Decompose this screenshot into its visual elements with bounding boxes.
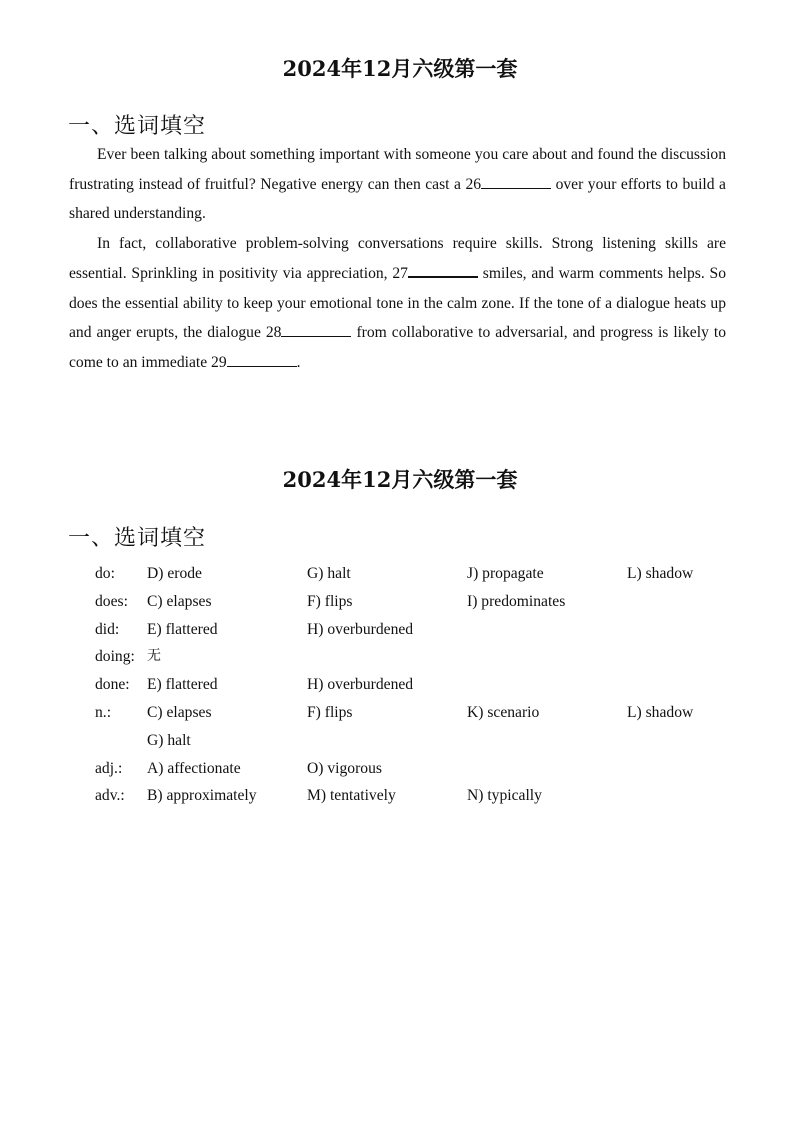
- category-row-noun: [95, 699, 735, 727]
- category-row-done: [95, 671, 735, 699]
- word-option: L) shadow: [627, 703, 694, 721]
- word-option: C) elapses: [147, 703, 212, 721]
- word-option: A) affectionate: [147, 759, 241, 777]
- word-option: N) typically: [467, 787, 542, 805]
- paragraph-text: In fact, collaborative problem-solving conversations require skills. Strong listening skills are essential. Sprinkling in positivity via appreciation, 27: [69, 235, 726, 282]
- word-option: O) vigorous: [307, 759, 382, 777]
- category-label: does:: [95, 592, 128, 610]
- word-option: L) shadow: [627, 565, 694, 582]
- word-option: G) halt: [307, 565, 351, 582]
- word-option: H) overburdened: [307, 620, 414, 638]
- category-row-adv: [95, 782, 735, 810]
- category-label: do:: [95, 565, 115, 582]
- category-label: adj.:: [95, 759, 123, 777]
- word-option: 无: [147, 648, 161, 665]
- word-option: F) flips: [307, 592, 353, 610]
- word-option: G) halt: [147, 731, 191, 749]
- category-label: adv.:: [95, 787, 125, 805]
- word-option: E) flattered: [147, 676, 218, 694]
- section-heading: 一、选词填空: [68, 526, 207, 551]
- category-row-do: [95, 560, 735, 588]
- blank-26: [481, 174, 551, 189]
- paragraph-text: from collaborative to adversarial, and progress is likely to come to an immediate 29: [69, 324, 726, 371]
- blank-27: [408, 262, 478, 278]
- page-title: 2024年12月六级第一套: [282, 467, 518, 492]
- category-label: done:: [95, 676, 130, 694]
- category-row-does: [95, 588, 735, 616]
- paragraph-text: smiles, and warm comments helps. So does the essential ability to keep your emotional tone in the calm zone. If the tone of a dialogue heats up and anger erupts, the dialogue 28: [69, 264, 726, 342]
- word-option: H) overburdened: [307, 676, 414, 694]
- category-row-adj: [95, 755, 735, 783]
- category-label: doing:: [95, 648, 135, 666]
- word-option: J) propagate: [467, 565, 544, 582]
- word-option: M) tentatively: [307, 787, 396, 805]
- category-row-did: [95, 616, 735, 644]
- category-label: n.:: [95, 703, 112, 721]
- word-option: K) scenario: [467, 703, 540, 721]
- category-label: did:: [95, 620, 120, 638]
- paragraph-text: Ever been talking about something important with someone you care about and found the discussion frustrating instead of fruitful? Negative energy can then cast a 26: [69, 146, 726, 193]
- word-option: C) elapses: [147, 592, 212, 610]
- blank-29: [227, 352, 297, 367]
- category-row-doing: [95, 643, 735, 671]
- category-row-noun-continued: [95, 727, 735, 755]
- word-option: E) flattered: [147, 620, 218, 638]
- passage: [69, 140, 726, 378]
- word-option: B) approximately: [147, 787, 257, 805]
- paragraph-text: over your efforts to build a shared understanding.: [69, 175, 726, 223]
- blank-28: [281, 322, 351, 337]
- paragraph-2: [69, 229, 726, 378]
- word-option: F) flips: [307, 703, 353, 721]
- word-option: I) predominates: [467, 592, 566, 610]
- paragraph-text: .: [296, 353, 301, 371]
- word-category-list: [95, 560, 735, 810]
- paragraph-1: [69, 140, 726, 229]
- page-title: 2024年12月六级第一套: [282, 56, 518, 81]
- section-heading: 一、选词填空: [68, 114, 207, 139]
- word-option: D) erode: [147, 565, 202, 582]
